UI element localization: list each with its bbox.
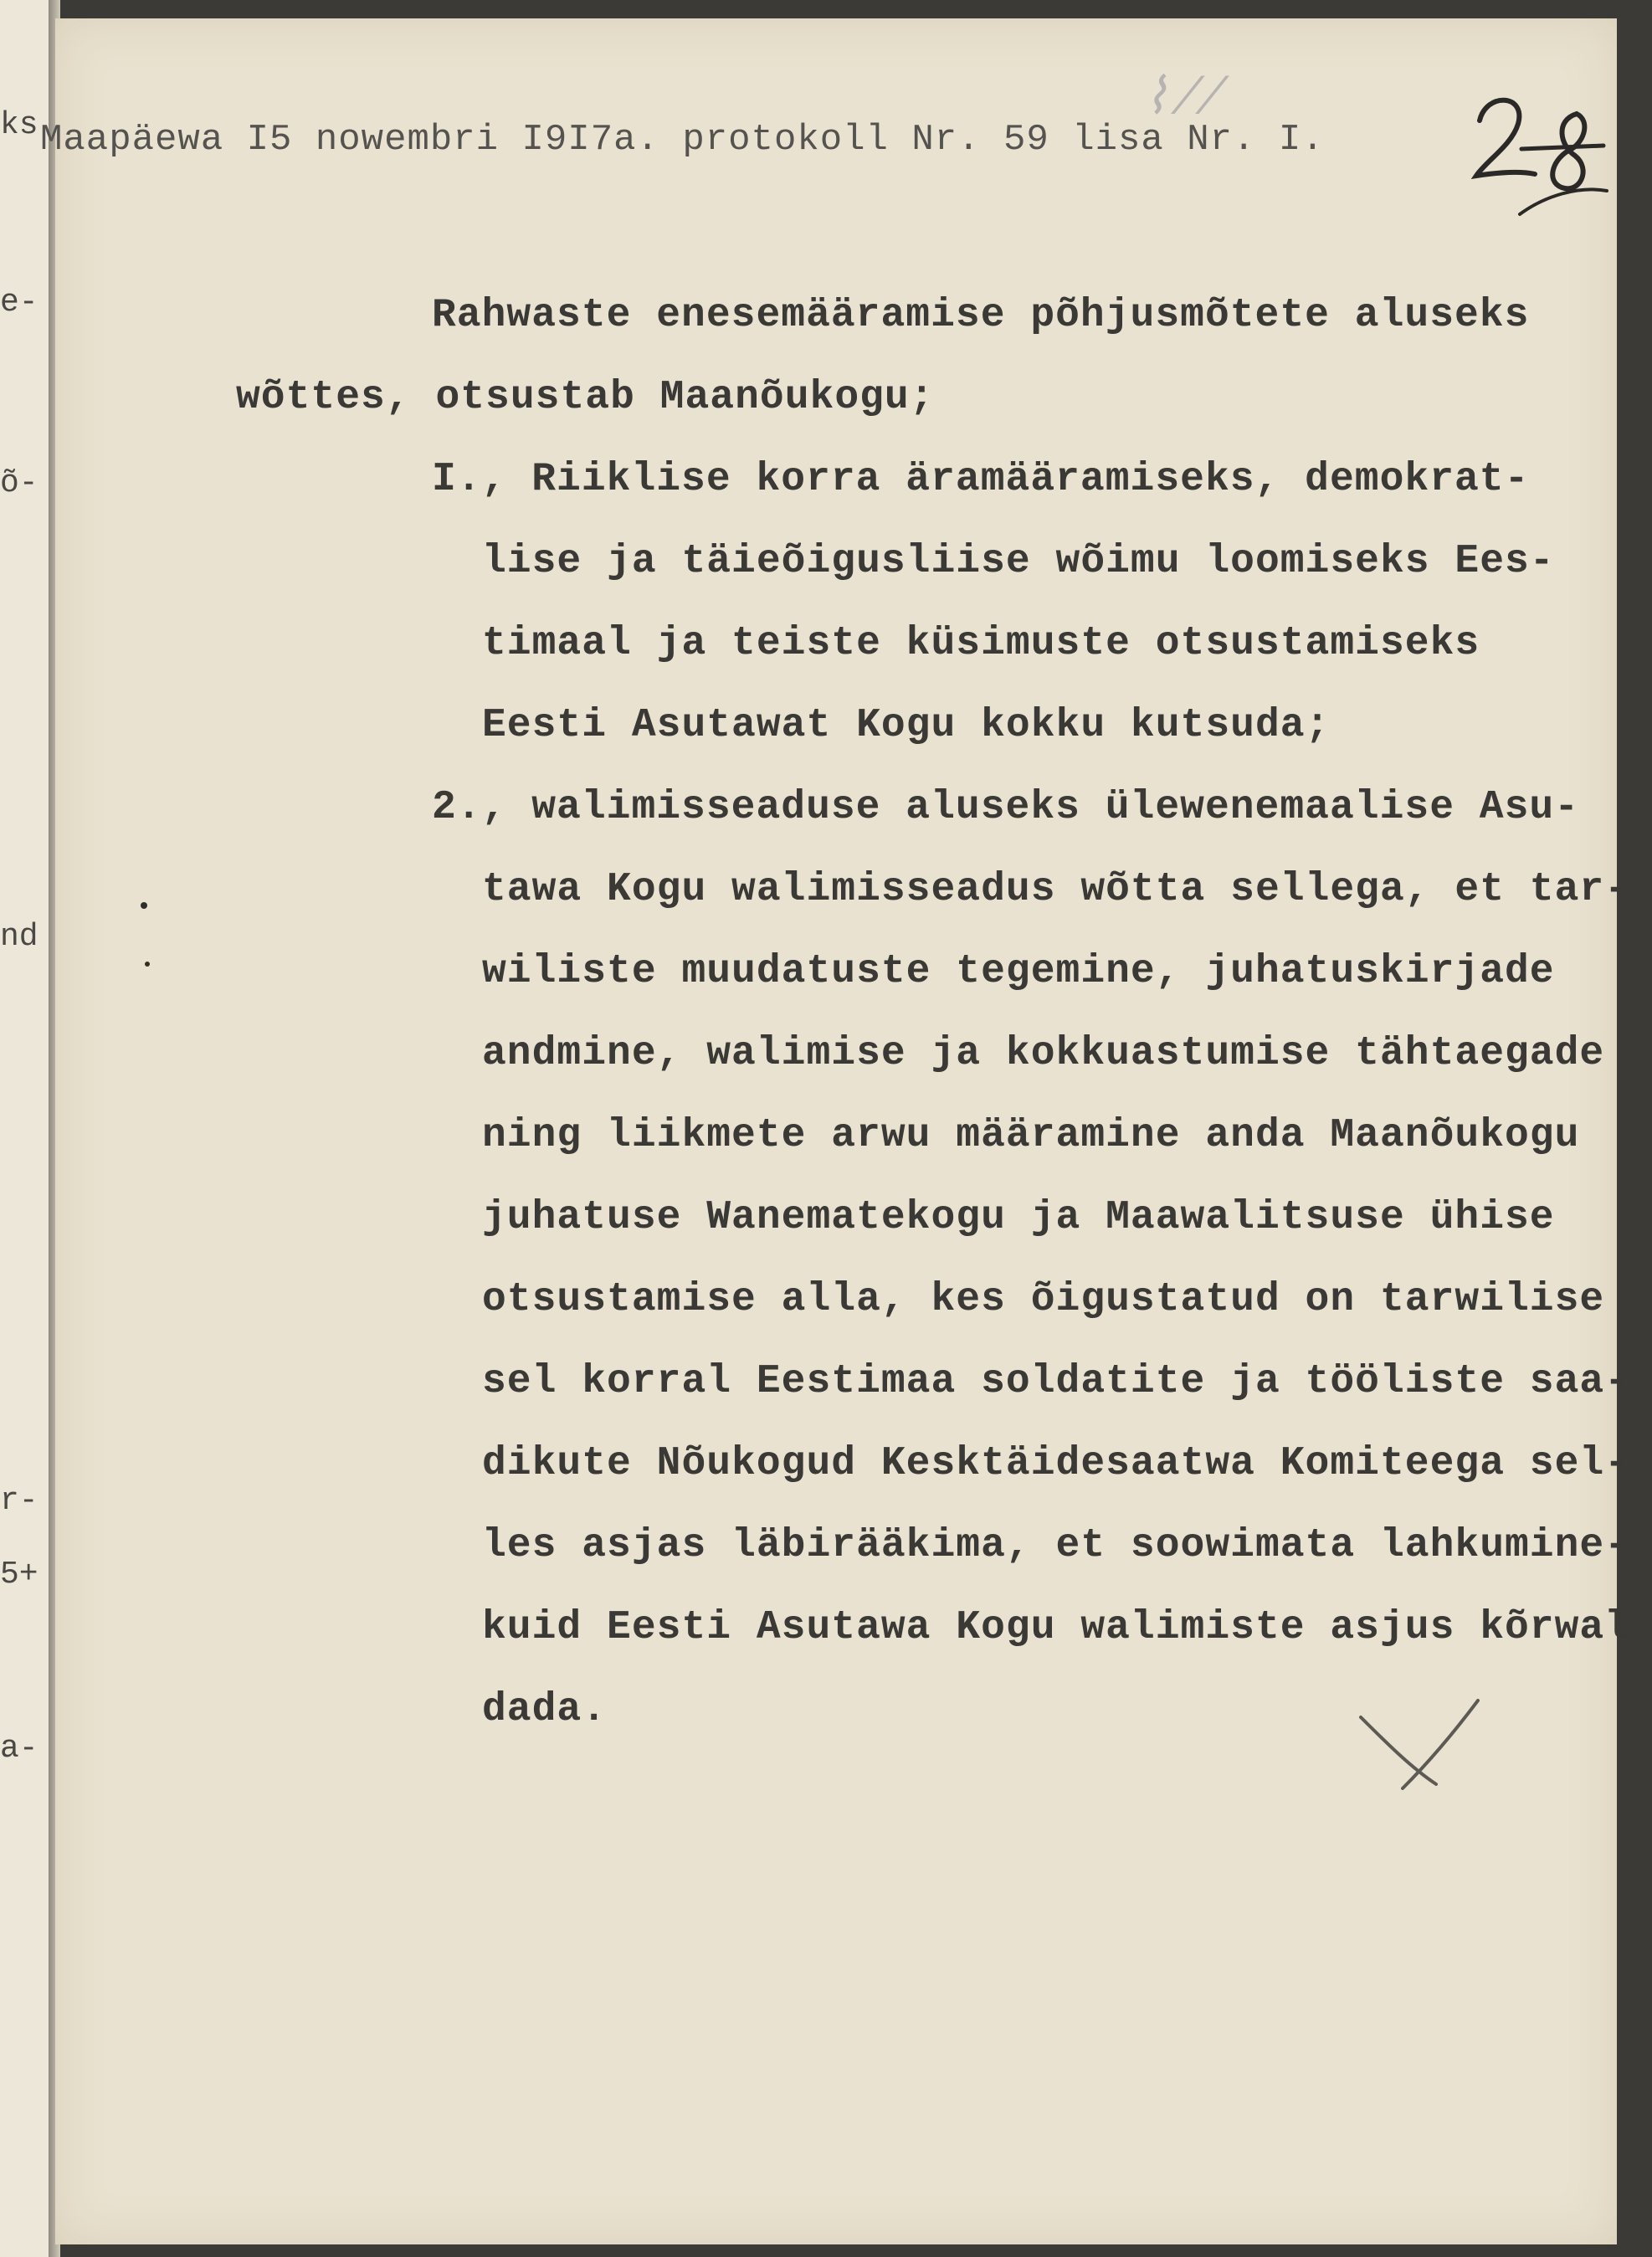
paragraph-2-line: lise ja täieõigusliise wõimu loomiseks Ees- bbox=[482, 539, 1555, 584]
underlying-page-strip bbox=[0, 0, 52, 2257]
side-fragment: õ- bbox=[0, 465, 38, 501]
paragraph-1-line: Rahwaste enesemääramise põhjusmõtete aluseks bbox=[432, 293, 1530, 338]
paragraph-2-line: timaal ja teiste küsimuste otsustamiseks bbox=[482, 621, 1480, 666]
paragraph-3-line: otsustamise alla, kes õigustatud on tarwilise bbox=[482, 1277, 1605, 1322]
paragraph-3-line: wiliste muudatuste tegemine, juhatuskirjade bbox=[482, 949, 1555, 994]
paragraph-3-line: ning liikmete arwu määramine anda Maanõukogu bbox=[482, 1113, 1580, 1158]
paragraph-3-line: juhatuse Wanematekogu ja Maawalitsuse ühise bbox=[482, 1195, 1555, 1240]
paragraph-3-line: tawa Kogu walimisseadus wõtta sellega, et tar- bbox=[482, 867, 1630, 912]
side-fragment: nd bbox=[0, 919, 38, 955]
ink-specks bbox=[136, 897, 161, 981]
paragraph-3-line: dikute Nõukogud Kesktäidesaatwa Komiteega sel- bbox=[482, 1441, 1630, 1486]
document-page bbox=[40, 18, 1630, 2244]
side-fragment: ks bbox=[0, 107, 38, 143]
faint-stamp-mark: ⌇ ⁄ ⁄ bbox=[1143, 67, 1217, 126]
paragraph-3-line: kuid Eesti Asutawa Kogu walimiste asjus kõrwal bbox=[482, 1605, 1630, 1650]
side-fragment: e- bbox=[0, 285, 38, 321]
paragraph-3-line: sel korral Eestimaa soldatite ja tööliste saa- bbox=[482, 1359, 1630, 1404]
side-fragment: 5+ bbox=[0, 1557, 38, 1593]
paragraph-3-line: andmine, walimise ja kokkuastumise tähtaegade bbox=[482, 1031, 1605, 1076]
pencil-cross-mark bbox=[1344, 1684, 1495, 1801]
document-header: Maapäewa I5 nowembri I9I7a. protokoll Nr. 59 lisa Nr. I. bbox=[40, 119, 1325, 161]
handwritten-page-number bbox=[1428, 69, 1620, 228]
paragraph-2-line: I., Riiklise korra äramääramiseks, demokrat- bbox=[432, 457, 1530, 502]
side-fragment: r- bbox=[0, 1483, 38, 1519]
paragraph-2-line: Eesti Asutawat Kogu kokku kutsuda; bbox=[482, 703, 1331, 748]
paragraph-3-line: 2., walimisseaduse aluseks ülewenemaalise Asu- bbox=[432, 785, 1580, 830]
side-fragment: a- bbox=[0, 1731, 38, 1767]
paragraph-3-line: les asjas läbirääkima, et soowimata lahkumine- bbox=[482, 1523, 1630, 1568]
paragraph-1-line: wõttes, otsustab Maanõukogu; bbox=[236, 375, 935, 420]
paragraph-3-line: dada. bbox=[482, 1687, 608, 1732]
